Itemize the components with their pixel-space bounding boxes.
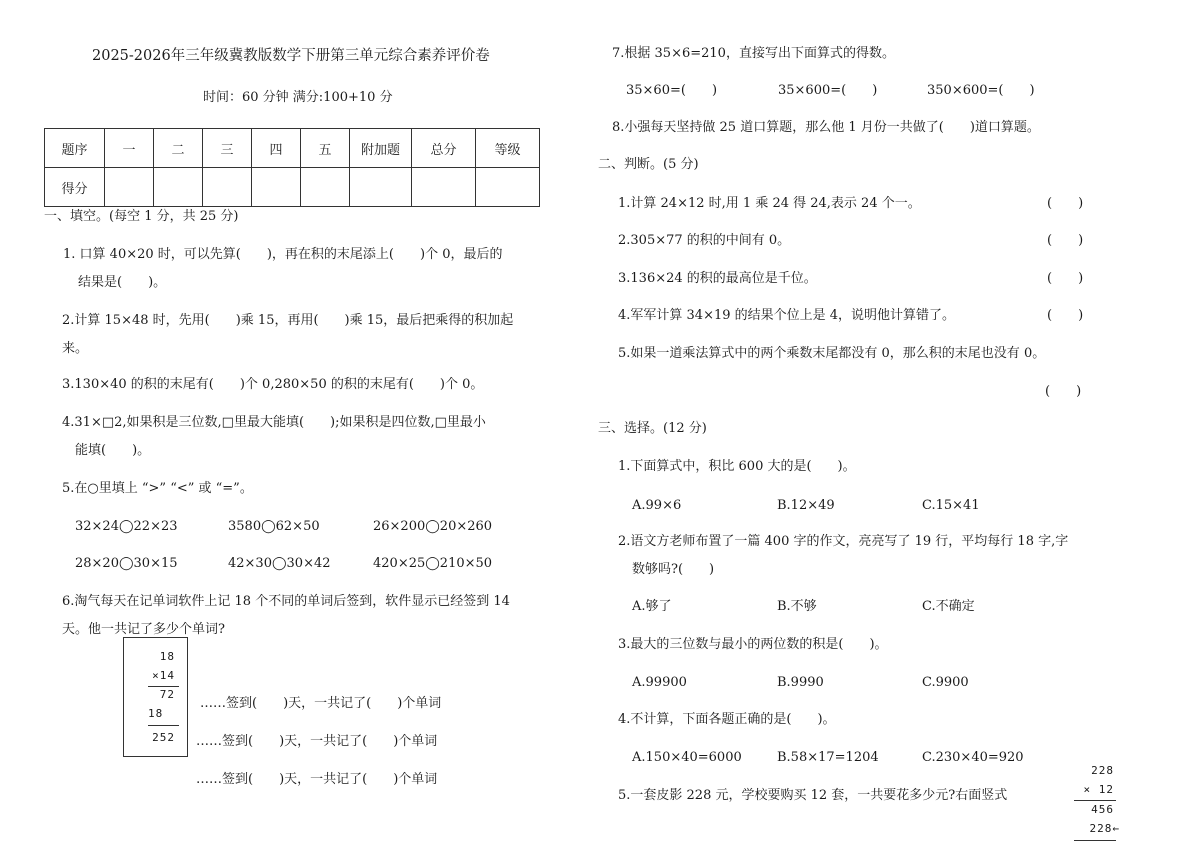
table-header-cell: 三 (203, 129, 252, 168)
calc-line: 72 (159, 688, 175, 701)
score-table-score-row (45, 168, 540, 207)
question-text: 3.最大的三位数与最小的两位数的积是( )。 (618, 637, 888, 652)
section-heading: 三、选择。(12 分) (598, 421, 707, 436)
table-header-cell: 二 (154, 129, 203, 168)
question-text: 8.小强每天坚持做 25 道口算题，那么他 1 月份一共做了( )道口算题。 (612, 120, 1040, 135)
calc-divider (148, 725, 179, 726)
score-cell[interactable] (476, 168, 540, 207)
exam-info: 时间：60 分钟 满分:100+10 分 (203, 90, 393, 105)
option-c[interactable]: C.15×41 (922, 498, 980, 513)
calc-line: 252 (152, 731, 175, 744)
question-text: 7.根据 35×6=210，直接写出下面算式的得数。 (612, 46, 895, 61)
calc-line: 228 (1091, 764, 1114, 777)
question-text: 能填( )。 (75, 443, 151, 458)
section-heading: 一、填空。(每空 1 分，共 25 分) (44, 209, 239, 224)
table-header-cell: 题序 (45, 129, 105, 168)
option-b[interactable]: B.不够 (777, 599, 817, 614)
compare-item[interactable]: 26×200◯20×260 (373, 519, 493, 534)
option-a[interactable]: A.99×6 (632, 498, 682, 513)
calc-line: 228← (1089, 822, 1120, 835)
score-cell[interactable] (154, 168, 203, 207)
fill-item[interactable]: 35×600=( ) (778, 83, 878, 98)
score-cell[interactable] (252, 168, 301, 207)
option-c[interactable]: C.不确定 (922, 599, 975, 614)
page-title: 2025-2026年三年级冀教版数学下册第三单元综合素养评价卷 (92, 48, 490, 64)
calc-line: 18 (159, 650, 175, 663)
calc-line: ×14 (152, 669, 175, 682)
score-cell[interactable] (412, 168, 476, 207)
vertical-calculation (1068, 762, 1122, 848)
judge-answer[interactable]: ( ) (1047, 308, 1084, 323)
judge-item: 3.136×24 的积的最高位是千位。 (618, 271, 817, 286)
calc-line: 18 (148, 707, 164, 720)
table-header-cell: 总分 (412, 129, 476, 168)
score-cell[interactable] (203, 168, 252, 207)
option-b[interactable]: B.9990 (777, 675, 824, 690)
answer-line: ……签到( )天，一共记了( )个单词 (200, 696, 442, 711)
calc-line: × 12 (1083, 783, 1114, 796)
judge-answer[interactable]: ( ) (1047, 196, 1084, 211)
question-text: 1.下面算式中，积比 600 大的是( )。 (618, 459, 856, 474)
table-header-cell: 一 (105, 129, 154, 168)
answer-line: ……签到( )天，一共记了( )个单词 (196, 772, 438, 787)
question-text: 2.计算 15×48 时，先用( )乘 15，再用( )乘 15，最后把乘得的积加起 (62, 313, 514, 328)
option-b[interactable]: B.12×49 (777, 498, 835, 513)
table-row-label: 得分 (45, 168, 105, 207)
score-cell[interactable] (350, 168, 412, 207)
table-header-cell: 等级 (476, 129, 540, 168)
score-table-header-row (45, 129, 540, 168)
answer-line: ……签到( )天，一共记了( )个单词 (196, 734, 438, 749)
score-cell[interactable] (301, 168, 350, 207)
table-header-cell: 附加题 (350, 129, 412, 168)
vertical-calculation (123, 637, 188, 757)
question-text: 3.130×40 的积的末尾有( )个 0,280×50 的积的末尾有( )个 0。 (62, 377, 484, 392)
question-text: 5.在○里填上 “>” “<” 或 “=”。 (62, 481, 253, 496)
option-a[interactable]: A.150×40=6000 (632, 750, 742, 765)
fill-item[interactable]: 350×600=( ) (927, 83, 1035, 98)
compare-item[interactable]: 28×20◯30×15 (75, 556, 178, 571)
calc-line: 456 (1091, 803, 1114, 816)
compare-item[interactable]: 42×30◯30×42 (228, 556, 331, 571)
judge-item: 2.305×77 的积的中间有 0。 (618, 233, 791, 248)
judge-answer[interactable]: ( ) (1047, 233, 1084, 248)
table-header-cell: 四 (252, 129, 301, 168)
judge-answer[interactable]: ( ) (1045, 384, 1082, 399)
compare-item[interactable]: 420×25◯210×50 (373, 556, 493, 571)
judge-answer[interactable]: ( ) (1047, 271, 1084, 286)
question-text: 4.31×□2,如果积是三位数,□里最大能填( );如果积是四位数,□里最小 (62, 415, 486, 430)
score-table (44, 128, 540, 207)
option-b[interactable]: B.58×17=1204 (777, 750, 879, 765)
question-text: 1. 口算 40×20 时，可以先算( )，再在积的末尾添上( )个 0，最后的 (63, 247, 503, 262)
judge-item: 4.军军计算 34×19 的结果个位上是 4，说明他计算错了。 (618, 308, 956, 323)
question-text: 天。他一共记了多少个单词? (62, 622, 225, 637)
section-heading: 二、判断。(5 分) (598, 157, 699, 172)
option-a[interactable]: A.够了 (632, 599, 672, 614)
option-a[interactable]: A.99900 (632, 675, 687, 690)
question-text: 5.一套皮影 228 元，学校要购买 12 套，一共要花多少元?右面竖式 (618, 788, 1008, 803)
option-c[interactable]: C.230×40=920 (922, 750, 1024, 765)
judge-item: 1.计算 24×12 时,用 1 乘 24 得 24,表示 24 个一。 (618, 196, 921, 211)
calc-divider (1074, 840, 1116, 841)
compare-item[interactable]: 3580◯62×50 (228, 519, 320, 534)
question-text: 来。 (62, 341, 89, 356)
question-text: 2.语文方老师布置了一篇 400 字的作文，亮亮写了 19 行，平均每行 18 字,字 (618, 534, 1069, 549)
score-cell[interactable] (105, 168, 154, 207)
option-c[interactable]: C.9900 (922, 675, 969, 690)
table-header-cell: 五 (301, 129, 350, 168)
compare-item[interactable]: 32×24◯22×23 (75, 519, 178, 534)
fill-item[interactable]: 35×60=( ) (626, 83, 718, 98)
question-text: 结果是( )。 (78, 275, 167, 290)
question-text: 数够吗?( ) (632, 562, 715, 577)
judge-item: 5.如果一道乘法算式中的两个乘数末尾都没有 0，那么积的末尾也没有 0。 (618, 346, 1046, 361)
question-text: 4.不计算，下面各题正确的是( )。 (618, 712, 836, 727)
question-text: 6.淘气每天在记单词软件上记 18 个不同的单词后签到，软件显示已经签到 14 (62, 594, 510, 609)
